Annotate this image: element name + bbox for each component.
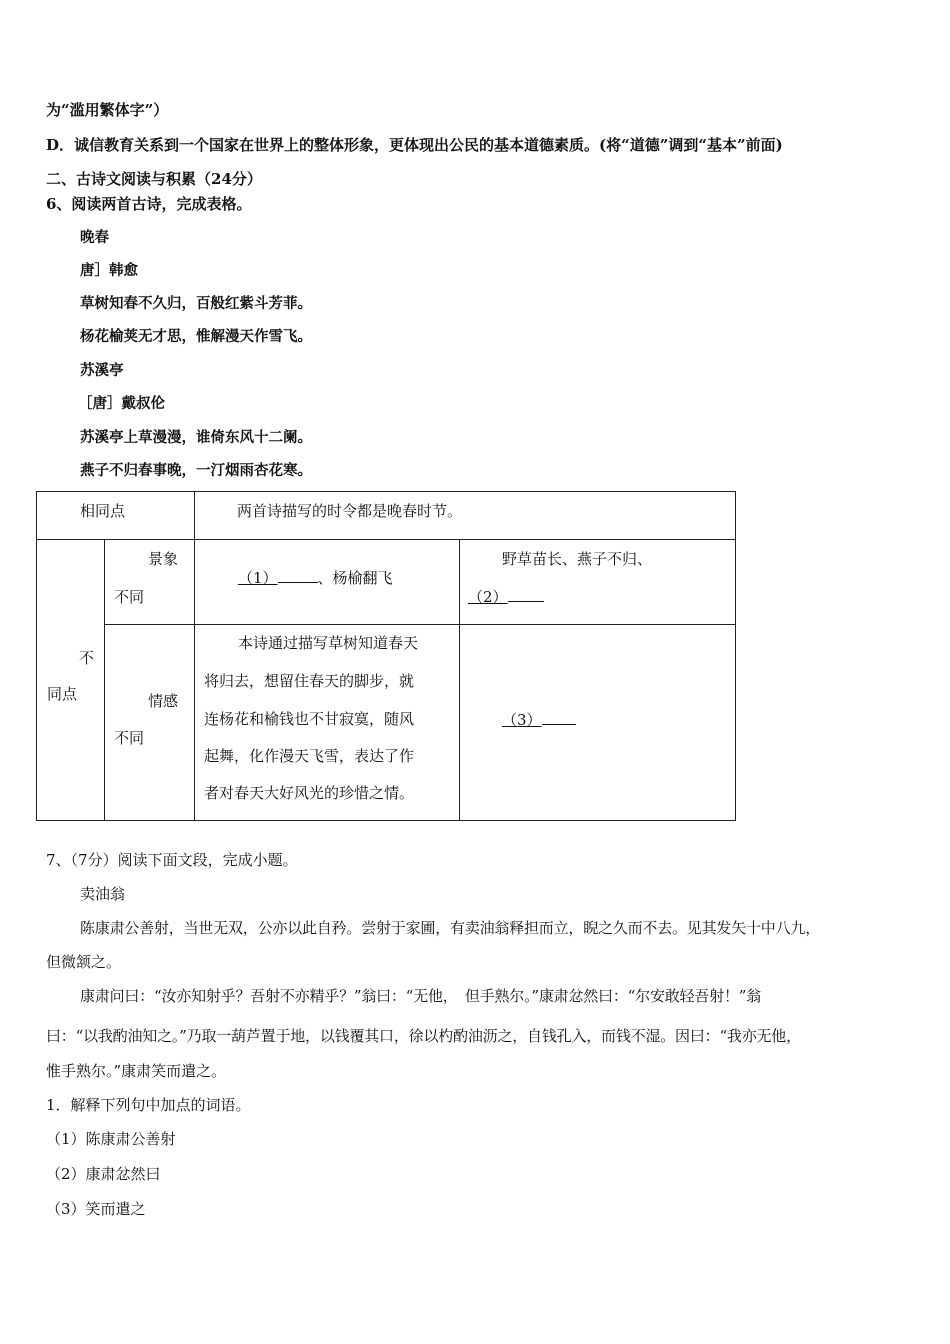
emotion-a-line: 连杨花和榆钱也不甘寂寞，随风 (204, 710, 415, 728)
blank-2-line (508, 587, 544, 602)
blank-2[interactable]: （2） (468, 588, 508, 606)
passage-p2-line2: 曰：“以我酌油知之。”乃取一葫芦置于地，以钱覆其口，徐以杓酌油沥之，自钱孔入，而钱不湿。因曰：“我亦无他， (46, 1027, 801, 1045)
diff-label-1: 不 (79, 649, 95, 667)
scene-a-text: 、杨榆翻飞 (317, 569, 393, 587)
blank-3[interactable]: （3） (502, 711, 542, 729)
option-d: D．诚信教育关系到一个国家在世界上的整体形象，更体现出公民的基本道德素质。(将“道德”调到“基本”前面) (46, 136, 783, 154)
poem1-title: 晚春 (80, 230, 109, 246)
scene-label-1: 景象 (148, 550, 179, 568)
diff-label-cell (36, 539, 105, 821)
poem2-author: ［唐］戴叔伦 (78, 396, 165, 412)
section-title: 二、古诗文阅读与积累（24分） (46, 170, 262, 188)
sub-question-1: 1．解释下列句中加点的词语。 (46, 1096, 251, 1114)
same-label: 相同点 (80, 502, 126, 520)
question-6: 6、阅读两首古诗，完成表格。 (46, 195, 252, 213)
emotion-a-line: 者对春天大好风光的珍惜之情。 (204, 784, 415, 802)
passage-p1-line1: 陈康肃公善射，当世无双，公亦以此自矜。尝射于家圃，有卖油翁释担而立，睨之久而不去。见其发矢十中八九， (80, 919, 821, 937)
same-label-cell (36, 491, 195, 540)
scene-b-answer (468, 587, 544, 607)
scene-label-2: 不同 (114, 588, 145, 606)
poem1-author: 唐］韩愈 (80, 263, 138, 279)
poem2-line2: 燕子不归春事晚，一汀烟雨杏花寒。 (80, 463, 312, 479)
emotion-b-answer (502, 710, 576, 730)
emotion-label-cell (104, 624, 195, 821)
emotion-a-line: 本诗通过描写草树知道春天 (238, 634, 419, 652)
scene-b-cell (459, 539, 736, 625)
emotion-a-line: 起舞，化作漫天飞雪，表达了作 (204, 747, 415, 765)
blank-1[interactable]: （1） (238, 569, 278, 587)
sub-question-1-a: （1）陈康肃公善射 (46, 1130, 176, 1148)
poem1-line2: 杨花榆荚无才思，惟解漫天作雪飞。 (80, 329, 312, 345)
sub-question-1-b: （2）康肃忿然曰 (46, 1165, 161, 1183)
emotion-a-line: 将归去，想留住春天的脚步，就 (204, 672, 415, 690)
scene-a-answer (238, 568, 393, 588)
passage-p1-line2: 但微颔之。 (46, 953, 122, 971)
passage-title: 卖油翁 (80, 885, 126, 903)
emotion-label-1: 情感 (148, 692, 179, 710)
diff-label-2: 同点 (47, 685, 78, 703)
passage-p2-line1: 康肃问曰：“汝亦知射乎？吾射不亦精乎？”翁曰：“无他， 但手熟尔。”康肃忿然曰：“尔安敢轻吾射！”翁 (80, 987, 762, 1005)
scene-b-text: 野草苗长、燕子不归、 (502, 550, 653, 568)
blank-1-line (278, 568, 318, 583)
scene-label-cell (104, 539, 195, 625)
same-value: 两首诗描写的时令都是晚春时节。 (237, 502, 463, 520)
question-7: 7、（7分）阅读下面文段，完成小题。 (46, 851, 298, 869)
blank-3-line (542, 710, 576, 725)
poem2-line1: 苏溪亭上草漫漫，谁倚东风十二阑。 (80, 430, 312, 446)
same-value-cell (194, 491, 736, 540)
poem1-line1: 草树知春不久归，百般红紫斗芳菲。 (80, 296, 312, 312)
emotion-a-cell (194, 624, 460, 821)
emotion-label-2: 不同 (114, 729, 145, 747)
scene-a-cell (194, 539, 460, 625)
sub-question-1-c: （3）笑而遣之 (46, 1200, 146, 1218)
passage-p2-line3: 惟手熟尔。”康肃笑而遣之。 (46, 1062, 227, 1080)
emotion-b-cell (459, 624, 736, 821)
continued-note: 为“滥用繁体字”） (46, 101, 169, 119)
poem2-title: 苏溪亭 (80, 363, 124, 379)
